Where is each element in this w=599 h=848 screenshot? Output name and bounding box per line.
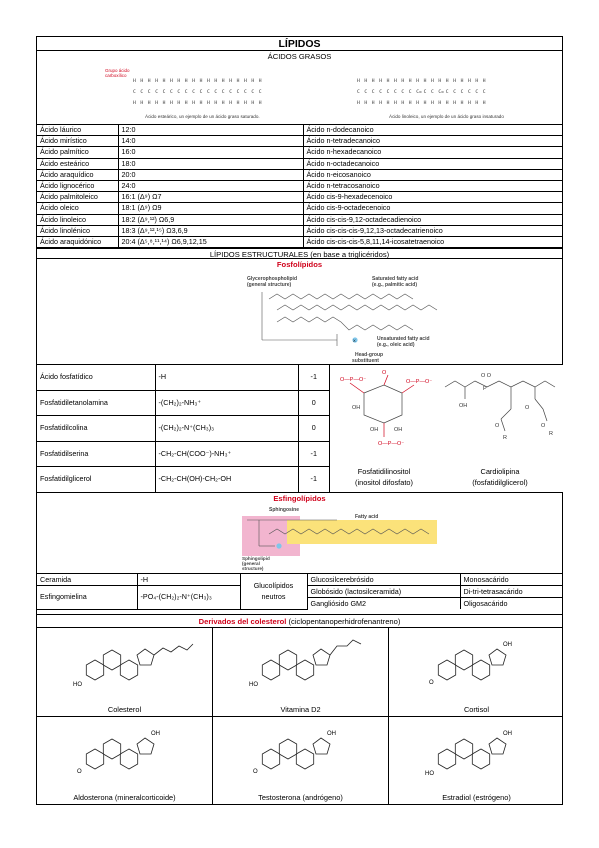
steroid-caption: Cortisol <box>463 705 490 715</box>
linoleic-acid-structure <box>357 78 486 106</box>
svg-text:C: C <box>357 90 360 95</box>
svg-text:C: C <box>199 90 203 95</box>
glycolipid-3: Gangliósido GM2 <box>307 598 460 610</box>
sphingolipid-figure <box>37 504 562 574</box>
svg-text:H: H <box>207 79 210 84</box>
svg-text:H: H <box>251 79 255 84</box>
svg-text:H: H <box>475 101 479 106</box>
fatty-acid-name: Ácido esteárico <box>37 158 118 169</box>
oh-atom: OH <box>459 403 468 410</box>
svg-text:H: H <box>364 79 368 84</box>
steroid-caption: Aldosterona (mineralcorticoide) <box>73 793 176 803</box>
svg-text:H: H <box>177 79 181 84</box>
svg-text:C: C <box>401 90 405 95</box>
neutral-glycolipids-cell <box>240 574 307 609</box>
steroid-caption: Vitamina D2 <box>280 705 321 715</box>
phospholipid-group: -H <box>155 365 298 390</box>
sphingolipid-label-3: structure) <box>242 566 264 572</box>
steroid-caption: Testosterona (andrógeno) <box>258 793 343 803</box>
svg-text:H: H <box>140 101 144 106</box>
fatty-acid-row <box>37 203 562 214</box>
atom-label: OH <box>503 731 512 738</box>
fatty-acid-iupac: Ácido cis-cis-cis-5,8,11,14-icosatetraenoico <box>303 236 562 247</box>
cardiolipin-panel <box>437 365 563 492</box>
svg-text:C: C <box>379 90 382 95</box>
sat-label-2: (e.g., palmitic acid) <box>372 282 418 289</box>
svg-text:H: H <box>423 101 427 106</box>
sphingolipid-table-section <box>37 574 562 615</box>
svg-text:H: H <box>133 79 136 84</box>
phospholipid-name: Fosfatidiletanolamina <box>37 390 155 416</box>
svg-text:O: O <box>541 423 546 430</box>
oh-atom: OH <box>352 405 361 412</box>
svg-text:C: C <box>460 90 464 95</box>
steroid-caption: Colesterol <box>107 705 142 715</box>
steroid-cell <box>213 717 389 804</box>
fatty-acid-row <box>37 136 562 147</box>
phospholipid-group: -(CH₂)₂-NH₃⁺ <box>155 390 298 416</box>
svg-text:H: H <box>438 101 442 106</box>
svg-text:H: H <box>251 101 255 106</box>
svg-text:C: C <box>140 90 144 95</box>
svg-text:H: H <box>184 101 188 106</box>
svg-text:H: H <box>199 79 203 84</box>
svg-text:H: H <box>258 101 262 106</box>
phospholipid-charge: 0 <box>298 390 329 416</box>
atom-label: O <box>429 680 434 687</box>
svg-text:H: H <box>445 79 449 84</box>
phospholipid-group: -(CH₂)₂-N⁺(CH₃)₃ <box>155 416 298 442</box>
svg-text:C: C <box>170 90 173 95</box>
svg-text:H: H <box>140 79 144 84</box>
fatty-acid-iupac: Ácido cis-9-hexadecenoico <box>303 192 562 203</box>
svg-text:H: H <box>445 101 449 106</box>
svg-text:O: O <box>382 370 387 377</box>
esfingomielina-name: Esfingomielina <box>37 586 137 610</box>
phospholipid-section <box>37 365 562 493</box>
svg-text:H: H <box>214 101 218 106</box>
cholesterol-heading <box>37 615 562 628</box>
svg-text:C: C <box>221 90 225 95</box>
svg-text:H: H <box>379 79 382 84</box>
glycolipid-2: Globósido (lactosilceramida) <box>307 586 460 598</box>
svg-text:O—P—O⁻: O—P—O⁻ <box>378 441 405 448</box>
fatty-acid-row <box>37 214 562 225</box>
fatty-acids-table <box>37 125 562 248</box>
fatty-acid-iupac: Ácido n-tetradecanoico <box>303 136 562 147</box>
svg-text:C: C <box>133 90 136 95</box>
phospholipid-name: Ácido fosfatídico <box>37 365 155 390</box>
steroid-structure <box>37 628 212 700</box>
svg-text:C: C <box>423 90 427 95</box>
svg-text:C: C <box>214 90 218 95</box>
carboxyl-label-2: carboxílico <box>105 73 127 78</box>
svg-text:H: H <box>416 101 419 106</box>
inositol-caption-2: (inositol difosfato) <box>355 478 413 488</box>
phospholipid-group: -CH₂-CH(COO⁻)-NH₃⁺ <box>155 441 298 467</box>
steroid-structure <box>389 628 564 700</box>
phospholipids-heading: Fosfolípidos <box>276 260 323 270</box>
carboxyl-label: Grupo ácido <box>105 68 130 73</box>
svg-text:H: H <box>221 101 225 106</box>
sphingolipids-table <box>37 574 563 610</box>
fatty-acid-name: Ácido linoleico <box>37 214 118 225</box>
svg-text:H: H <box>214 79 218 84</box>
svg-text:C: C <box>386 90 390 95</box>
svg-text:H: H <box>460 79 464 84</box>
svg-text:H: H <box>236 79 240 84</box>
sphingolipid-structure <box>37 504 562 573</box>
steroid-row <box>37 628 562 717</box>
esfingomielina-group: -PO₄-(CH₂)₂-N⁺(CH₃)₃ <box>137 586 240 610</box>
svg-text:H: H <box>207 101 210 106</box>
svg-text:H: H <box>371 79 375 84</box>
inositol-panel <box>329 365 439 492</box>
svg-text:C: C <box>371 90 375 95</box>
steroid-cell <box>37 628 213 716</box>
svg-text:H: H <box>394 101 397 106</box>
gp-label: Glycerophospholipid <box>247 276 298 283</box>
gluco-label-2: neutros <box>261 592 286 602</box>
head-label: Head-group <box>355 352 384 359</box>
svg-text:C: C <box>244 90 247 95</box>
head-label-2: substituent <box>352 358 379 365</box>
phospholipid-charge: -1 <box>298 441 329 467</box>
atom-label: OH <box>327 731 336 738</box>
svg-text:O O: O O <box>481 373 492 380</box>
svg-text:H: H <box>184 79 188 84</box>
fatty-acid-code: 18:2 (Δ⁹,¹²) Ω6,9 <box>118 214 303 225</box>
svg-text:H: H <box>408 79 412 84</box>
fatty-acid-name: Ácido palmítico <box>37 147 118 158</box>
svg-text:H: H <box>155 79 158 84</box>
sphingolipid-label: Sphingolipid <box>242 556 270 562</box>
svg-text:R: R <box>503 435 507 442</box>
cardiolipin-caption-2: (fosfatidilglicerol) <box>472 478 528 488</box>
svg-text:H: H <box>401 101 405 106</box>
steroid-structure <box>213 717 388 789</box>
fatty-acid-code: 18:3 (Δ⁹,¹²,¹⁵) Ω3,6,9 <box>118 225 303 236</box>
svg-text:C: C <box>236 90 240 95</box>
svg-text:C: C <box>155 90 158 95</box>
svg-text:H: H <box>431 101 434 106</box>
svg-text:H: H <box>199 101 203 106</box>
glycolipid-1: Glucosilcerebrósido <box>307 574 460 586</box>
svg-text:H: H <box>438 79 442 84</box>
inositol-structure <box>330 365 438 465</box>
lipids-sheet <box>36 36 563 805</box>
structural-heading: LÍPIDOS ESTRUCTURALES (en base a triglicéridos) <box>37 248 562 259</box>
svg-text:H: H <box>394 79 397 84</box>
phospholipid-figure <box>37 270 562 365</box>
svg-text:O—P—O⁻: O—P—O⁻ <box>406 379 433 386</box>
fatty-acid-code: 14:0 <box>118 136 303 147</box>
svg-text:H: H <box>177 101 181 106</box>
fatty-acid-code: 12:0 <box>118 125 303 136</box>
fatty-acid-row <box>37 147 562 158</box>
phospholipid-charge: 0 <box>298 416 329 442</box>
fatty-acid-row <box>37 236 562 247</box>
svg-text:H: H <box>162 79 166 84</box>
svg-text:X: X <box>353 338 356 344</box>
steroid-cell <box>389 628 564 716</box>
atom-label: OH <box>151 731 160 738</box>
svg-text:H: H <box>236 101 240 106</box>
svg-text:C: C <box>453 90 456 95</box>
fatty-acid-name: Ácido palmitoleico <box>37 192 118 203</box>
phospholipid-row <box>37 467 329 492</box>
svg-text:P: P <box>483 386 487 393</box>
fatty-acid-structures <box>37 62 562 124</box>
steroid-caption: Estradiol (estrógeno) <box>442 793 511 803</box>
svg-text:H: H <box>229 101 232 106</box>
steroid-cell <box>37 717 213 804</box>
fatty-acid-code: 20:0 <box>118 169 303 180</box>
fatty-acid-code: 16:1 (Δ⁹) Ω7 <box>118 192 303 203</box>
svg-text:C: C <box>251 90 255 95</box>
fatty-acid-code: 24:0 <box>118 180 303 191</box>
atom-label: HO <box>249 682 258 689</box>
fatty-acid-row <box>37 125 562 136</box>
steroid-structure <box>389 717 564 789</box>
fatty-acid-code: 20:4 (Δ⁵,⁸,¹¹,¹⁴) Ω6,9,12,15 <box>118 236 303 247</box>
svg-text:C: C <box>162 90 166 95</box>
svg-text:H: H <box>229 79 232 84</box>
svg-text:H: H <box>244 101 247 106</box>
svg-text:H: H <box>357 79 360 84</box>
svg-text:C: C <box>394 90 397 95</box>
phospholipid-group: -CH₂-CH(OH)-CH₂-OH <box>155 467 298 492</box>
svg-text:H: H <box>192 79 195 84</box>
phospholipids-table <box>37 365 329 492</box>
steroid-structure <box>37 717 212 789</box>
phospholipid-row <box>37 441 329 467</box>
fatty-acid-iupac: Ácido cis-cis-9,12-octadecadienoico <box>303 214 562 225</box>
svg-text:H: H <box>475 79 479 84</box>
fatty-acid-name: Ácido araquidónico <box>37 236 118 247</box>
sphingosine-label: Sphingosine <box>269 507 299 514</box>
svg-text:C: C <box>475 90 479 95</box>
atom-label: O <box>253 769 258 776</box>
svg-text:H: H <box>401 79 405 84</box>
atom-label: HO <box>73 682 82 689</box>
glycolipid-3-type: Oligosacárido <box>460 598 563 610</box>
svg-text:C: C <box>207 90 210 95</box>
svg-text:H: H <box>460 101 464 106</box>
svg-text:C: C <box>147 90 151 95</box>
svg-text:C: C <box>468 90 471 95</box>
unsat-label: Unsaturated fatty acid <box>377 336 430 343</box>
glycolipid-2-type: Di-tri-tetrasacárido <box>460 586 563 598</box>
svg-text:C: C <box>229 90 232 95</box>
unsat-label-2: (e.g., oleic acid) <box>377 342 415 349</box>
phospholipid-name: Fosfatidilglicerol <box>37 467 155 492</box>
fatty-acid-row <box>37 169 562 180</box>
fatty-acid-row <box>37 225 562 236</box>
steroid-grid <box>37 628 562 804</box>
fatty-acid-iupac: Ácido n-dodecanoico <box>303 125 562 136</box>
phospholipid-charge: -1 <box>298 365 329 390</box>
ceramida-name: Ceramida <box>37 574 137 586</box>
svg-text:H: H <box>258 79 262 84</box>
fatty-acid-iupac: Ácido n-eicosanoico <box>303 169 562 180</box>
fatty-acid-iupac: Ácido n-hexadecanoico <box>303 147 562 158</box>
svg-text:C: C <box>445 90 449 95</box>
svg-text:H: H <box>431 79 434 84</box>
svg-text:H: H <box>468 101 471 106</box>
phospholipid-row <box>37 416 329 442</box>
linoleic-caption: Ácido linoleico, un ejemplo de un ácido graso insaturado <box>389 114 504 119</box>
svg-text:C: C <box>364 90 368 95</box>
phospholipid-name: Fosfatidilcolina <box>37 416 155 442</box>
svg-text:C: C <box>192 90 195 95</box>
svg-text:H: H <box>162 101 166 106</box>
atom-label: HO <box>425 771 434 778</box>
svg-text:C=: C= <box>438 90 444 95</box>
svg-text:H: H <box>244 79 247 84</box>
ceramida-group: -H <box>137 574 240 586</box>
gluco-label-1: Glucolípidos <box>253 581 294 591</box>
svg-text:H: H <box>221 79 225 84</box>
fatty-acid-iupac: Ácido cis-cis-cis-9,12,13-octadecatrienoico <box>303 225 562 236</box>
sphingolipids-heading: Esfingolípidos <box>273 494 326 504</box>
svg-text:H: H <box>357 101 360 106</box>
fatty-acid-code: 16:0 <box>118 147 303 158</box>
svg-text:H: H <box>155 101 158 106</box>
steroid-cell <box>389 717 564 804</box>
svg-text:H: H <box>482 79 486 84</box>
svg-text:H: H <box>453 101 456 106</box>
glycolipid-1-type: Monosacárido <box>460 574 563 586</box>
svg-text:R: R <box>549 431 553 438</box>
fatty-acid-name: Ácido mirístico <box>37 136 118 147</box>
phospholipid-row <box>37 390 329 416</box>
atom-label: O <box>77 769 82 776</box>
svg-text:H: H <box>147 101 151 106</box>
svg-text:H: H <box>468 79 471 84</box>
svg-text:H: H <box>482 101 486 106</box>
svg-text:H: H <box>170 79 173 84</box>
fatty-acid-name: Ácido linolénico <box>37 225 118 236</box>
svg-text:H: H <box>416 79 419 84</box>
oh-atom: OH <box>370 427 379 434</box>
gp-label-2: (general structure) <box>247 282 292 289</box>
svg-text:C: C <box>177 90 181 95</box>
inositol-caption-1: Fosfatidilinositol <box>357 467 411 477</box>
fatty-acid-name: Ácido láurico <box>37 125 118 136</box>
cholesterol-heading-rest: (ciclopentanoperhidrofenantreno) <box>286 617 401 627</box>
fatty-acid-code: 18:1 (Δ⁹) Ω9 <box>118 203 303 214</box>
fatty-acid-row <box>37 180 562 191</box>
svg-text:H: H <box>371 101 375 106</box>
svg-text:O—P—O⁻: O—P—O⁻ <box>340 377 367 384</box>
fatty-acid-name: Ácido lignocérico <box>37 180 118 191</box>
svg-text:O: O <box>495 423 500 430</box>
svg-text:H: H <box>170 101 173 106</box>
sat-label: Saturated fatty acid <box>372 276 419 283</box>
fatty-acid-code: 18:0 <box>118 158 303 169</box>
svg-text:C=: C= <box>416 90 422 95</box>
svg-text:C: C <box>482 90 486 95</box>
svg-text:C: C <box>431 90 434 95</box>
steroid-cell <box>213 628 389 716</box>
sphingolipid-label-2: (general <box>242 561 260 567</box>
svg-text:H: H <box>379 101 382 106</box>
oh-atom: OH <box>394 427 403 434</box>
fatty-acid-iupac: Ácido n-tetracosanoico <box>303 180 562 191</box>
phospholipid-row <box>37 365 329 390</box>
svg-text:H: H <box>408 101 412 106</box>
cardiolipin-structure <box>437 365 563 465</box>
page-title: LÍPIDOS <box>37 37 562 51</box>
steroid-row <box>37 717 562 804</box>
stearic-acid-structure <box>133 78 262 106</box>
svg-text:H: H <box>192 101 195 106</box>
stearic-caption: Ácido esteárico, un ejemplo de un ácido graso saturado. <box>145 114 260 119</box>
atom-label: OH <box>503 642 512 649</box>
fatty-acid-name: Ácido oleico <box>37 203 118 214</box>
fatty-acid-figure <box>37 62 562 125</box>
cholesterol-heading-red: Derivados del colesterol <box>198 617 287 627</box>
svg-text:H: H <box>147 79 151 84</box>
svg-text:H: H <box>423 79 427 84</box>
glycerophospholipid-structure <box>37 270 562 364</box>
svg-text:H: H <box>364 101 368 106</box>
fatty-acid-iupac: Ácido cis-9-octadecenoico <box>303 203 562 214</box>
phospholipid-charge: -1 <box>298 467 329 492</box>
svg-text:C: C <box>258 90 262 95</box>
svg-text:H: H <box>133 101 136 106</box>
fatty-acids-heading: ÁCIDOS GRASOS <box>267 52 332 61</box>
fatty-acid-label: Fatty acid <box>355 514 379 521</box>
phospholipid-name: Fosfatidilserina <box>37 441 155 467</box>
svg-text:H: H <box>453 79 456 84</box>
fatty-acid-iupac: Ácido n-octadecanoico <box>303 158 562 169</box>
fatty-acid-row <box>37 158 562 169</box>
svg-text:C: C <box>184 90 188 95</box>
svg-text:H: H <box>386 101 390 106</box>
o-atom: O <box>525 405 530 412</box>
svg-text:C: C <box>408 90 412 95</box>
cardiolipin-caption-1: Cardiolipina <box>480 467 520 477</box>
fatty-acid-name: Ácido araquídico <box>37 169 118 180</box>
svg-text:H: H <box>386 79 390 84</box>
fatty-acid-row <box>37 192 562 203</box>
steroid-structure <box>213 628 388 700</box>
